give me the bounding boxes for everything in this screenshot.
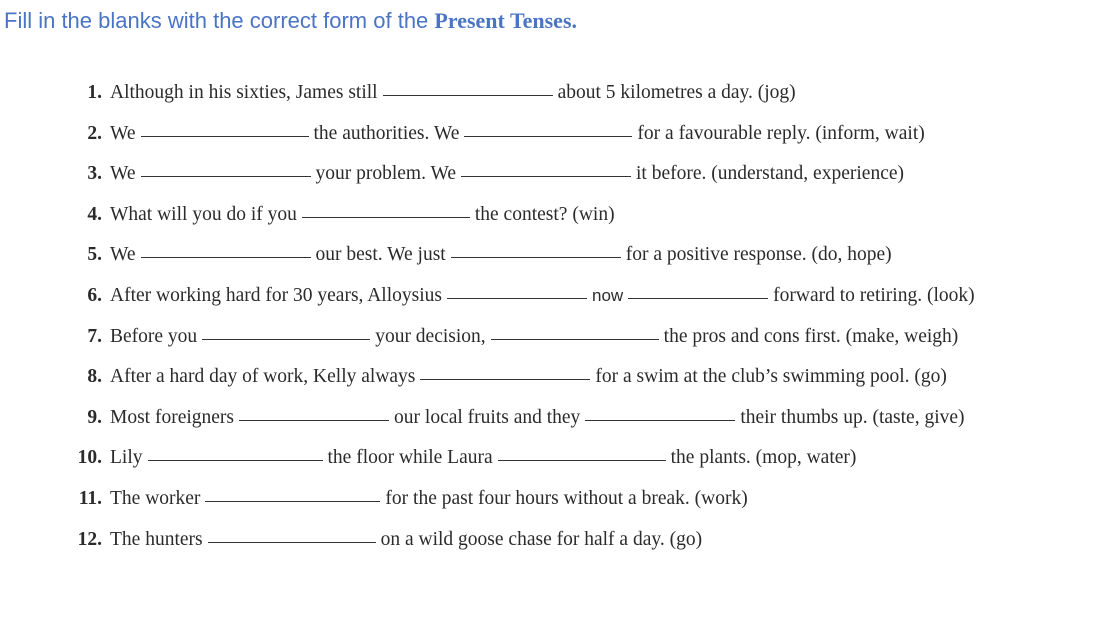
item-text: The hunters	[110, 528, 203, 550]
exercise-item-2	[62, 123, 1062, 164]
exercise-item-1	[62, 82, 1062, 123]
answer-blank[interactable]	[464, 135, 632, 137]
exercise-list	[62, 82, 1062, 569]
answer-blank[interactable]	[461, 175, 631, 177]
item-number: 8.	[87, 366, 102, 388]
item-number: 3.	[87, 163, 102, 185]
item-number: 10.	[77, 447, 102, 469]
item-number: 5.	[87, 244, 102, 266]
item-text: your decision,	[375, 325, 486, 347]
answer-blank[interactable]	[205, 500, 380, 502]
answer-blank[interactable]	[585, 419, 735, 421]
item-text: our best. We just	[315, 244, 446, 266]
item-text: their thumbs up. (taste, give)	[740, 406, 965, 428]
answer-blank[interactable]	[498, 459, 666, 461]
item-text: your problem. We	[315, 163, 456, 185]
item-text: Most foreigners	[110, 406, 235, 428]
answer-blank[interactable]	[383, 94, 553, 96]
exercise-item-7	[62, 326, 1062, 367]
answer-blank[interactable]	[141, 256, 311, 258]
item-text: the floor while Laura	[327, 447, 493, 469]
answer-blank[interactable]	[239, 419, 389, 421]
item-text: our local fruits and they	[394, 406, 581, 428]
item-text: it before. (understand, experience)	[636, 163, 904, 185]
item-number: 7.	[87, 325, 102, 347]
exercise-item-11	[62, 488, 1062, 529]
answer-blank[interactable]	[420, 378, 590, 380]
instruction-emphasis: Present Tenses.	[434, 8, 578, 33]
item-text: the contest? (win)	[474, 203, 615, 225]
item-text: the plants. (mop, water)	[670, 447, 857, 469]
answer-blank[interactable]	[208, 541, 376, 543]
item-text: now	[591, 285, 624, 305]
item-text: the pros and cons first. (make, weigh)	[663, 325, 959, 347]
item-text: What will you do if you	[110, 203, 297, 225]
exercise-item-12	[62, 529, 1062, 570]
exercise-item-8	[62, 366, 1062, 407]
answer-blank[interactable]	[628, 297, 768, 299]
item-text: After working hard for 30 years, Alloysius	[110, 284, 442, 306]
instruction-heading	[4, 8, 577, 34]
answer-blank[interactable]	[491, 338, 659, 340]
item-text: about 5 kilometres a day. (jog)	[557, 82, 796, 103]
item-text: for a swim at the club’s swimming pool. (go)	[595, 366, 947, 388]
item-text: forward to retiring. (look)	[773, 284, 975, 306]
item-number: 9.	[87, 406, 102, 428]
item-text: on a wild goose chase for half a day. (go)	[380, 528, 703, 550]
item-text: We	[110, 163, 136, 185]
item-number: 12.	[77, 528, 102, 550]
exercise-item-3	[62, 163, 1062, 204]
exercise-item-5	[62, 244, 1062, 285]
answer-blank[interactable]	[451, 256, 621, 258]
item-text: the authorities. We	[313, 122, 460, 144]
answer-blank[interactable]	[148, 459, 323, 461]
item-number: 11.	[78, 487, 102, 509]
exercise-item-10	[62, 447, 1062, 488]
item-number: 1.	[87, 82, 102, 103]
item-text: The worker	[110, 487, 201, 509]
item-text: After a hard day of work, Kelly always	[110, 366, 416, 388]
exercise-item-4	[62, 204, 1062, 245]
exercise-item-9	[62, 407, 1062, 448]
exercise-item-6	[62, 285, 1062, 326]
answer-blank[interactable]	[141, 175, 311, 177]
answer-blank[interactable]	[302, 216, 470, 218]
item-text: We	[110, 244, 136, 266]
item-text: Lily	[110, 447, 143, 469]
answer-blank[interactable]	[141, 135, 309, 137]
item-number: 2.	[87, 122, 102, 144]
item-text: for a favourable reply. (inform, wait)	[637, 122, 925, 144]
item-text: Before you	[110, 325, 198, 347]
answer-blank[interactable]	[447, 297, 587, 299]
answer-blank[interactable]	[202, 338, 370, 340]
instruction-text: Fill in the blanks with the correct form of the	[4, 8, 435, 33]
item-number: 4.	[87, 203, 102, 225]
item-text: for a positive response. (do, hope)	[625, 244, 892, 266]
item-text: for the past four hours without a break. (work)	[385, 487, 748, 509]
item-text: We	[110, 122, 136, 144]
item-number: 6.	[87, 284, 102, 306]
item-text: Although in his sixties, James still	[110, 82, 378, 103]
